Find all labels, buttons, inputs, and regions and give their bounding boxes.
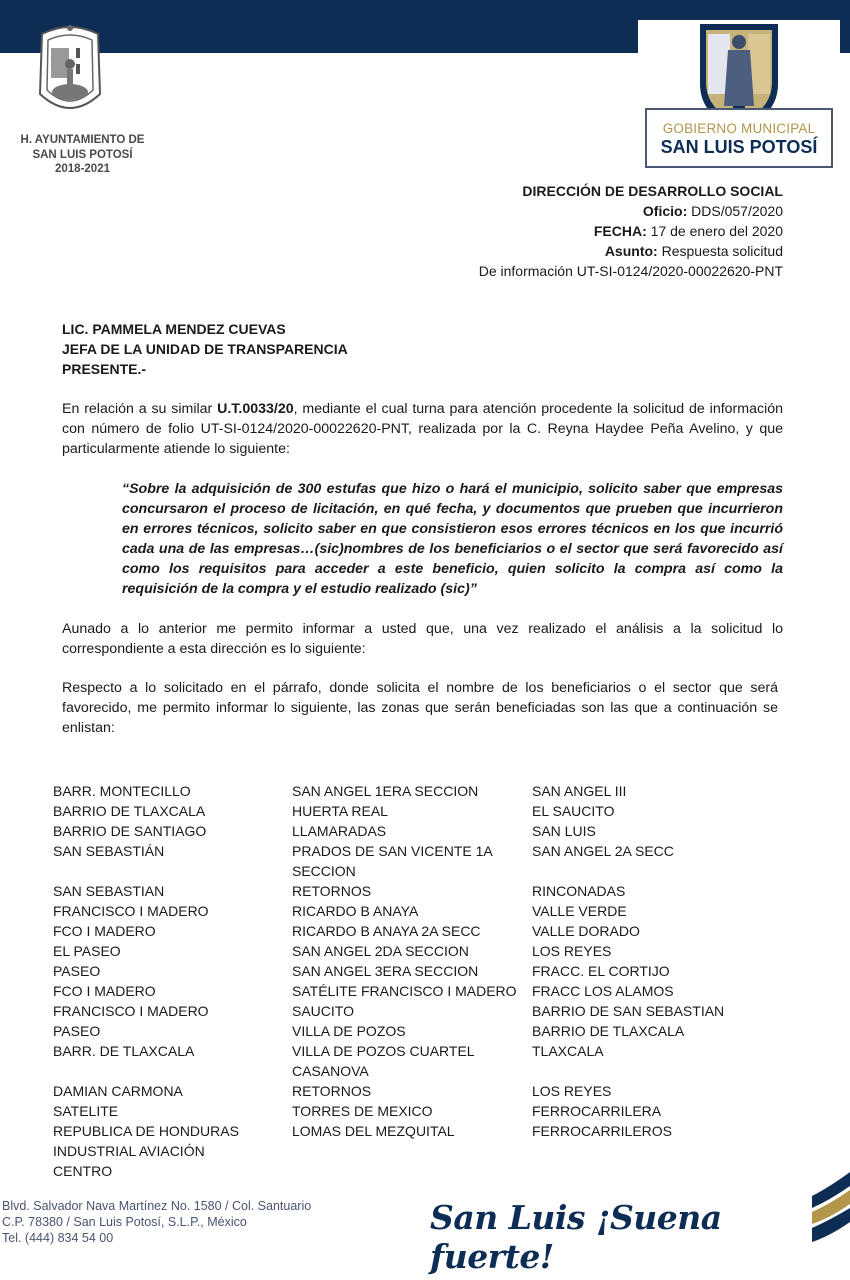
p1-start: En relación a su similar bbox=[62, 401, 218, 417]
fecha-label: FECHA: bbox=[593, 223, 647, 239]
zone-item: FERROCARRILEROS bbox=[532, 1123, 673, 1139]
zone-item: FRACC. EL CORTIJO bbox=[532, 963, 670, 979]
san-luis-potosi-text: SAN LUIS POTOSÍ bbox=[660, 137, 818, 157]
zone-item: FCO I MADERO bbox=[53, 983, 156, 999]
request-quote: “Sobre la adquisición de 300 estufas que hizo o hará el municipio, solicito saber que empresas concursaron el proceso de licitación, en qué fecha, y documentos que prueben que incurrieron en errores técnicos, solicito saber en que consistieron esos errores técnicos en los que incurrió cada una de las empresas…(sic)nombres de los beneficiarios o el sector que será favorecido así como los requisitos para acceder a este beneficio, quien solicito la compra así como la requisición de la compra y el estudio realizado (sic)” bbox=[122, 481, 783, 597]
zones-column-2 bbox=[292, 781, 517, 1141]
footer-address bbox=[2, 1198, 311, 1246]
zone-item: CENTRO bbox=[53, 1163, 113, 1179]
department-name: DIRECCIÓN DE DESARROLLO SOCIAL bbox=[522, 183, 783, 199]
zone-item: VILLA DE POZOS CUARTEL bbox=[292, 1043, 475, 1059]
asunto-line-2: De información UT-SI-0124/2020-00022620-PNT bbox=[478, 263, 783, 279]
paragraph-1 bbox=[62, 399, 783, 459]
zone-item: FRACC LOS ALAMOS bbox=[532, 983, 674, 999]
gobierno-municipal-text: GOBIERNO MUNICIPAL bbox=[662, 121, 816, 136]
zone-item: BARRIO DE SAN SEBASTIAN bbox=[532, 1003, 725, 1019]
zone-gap bbox=[53, 861, 239, 881]
zone-item: PASEO bbox=[53, 1023, 101, 1039]
zone-gap bbox=[532, 1061, 724, 1081]
zone-item: SAN ANGEL III bbox=[532, 783, 627, 799]
zone-item: HUERTA REAL bbox=[292, 803, 388, 819]
ayuntamiento-label bbox=[0, 133, 165, 177]
zone-item: RICARDO B ANAYA 2A SECC bbox=[292, 923, 481, 939]
zone-item: LOMAS DEL MEZQUITAL bbox=[292, 1123, 455, 1139]
zone-item: TORRES DE MEXICO bbox=[292, 1103, 433, 1119]
zone-item: SAN ANGEL 2A SECC bbox=[532, 843, 674, 859]
zone-item: DAMIAN CARMONA bbox=[53, 1083, 183, 1099]
zone-item: SAN ANGEL 1ERA SECCION bbox=[292, 783, 479, 799]
addressee-block bbox=[62, 319, 348, 379]
addressee-name: LIC. PAMMELA MENDEZ CUEVAS bbox=[62, 321, 286, 337]
zone-item: SATÉLITE FRANCISCO I MADERO bbox=[292, 983, 517, 999]
zone-item: EL SAUCITO bbox=[532, 803, 615, 819]
municipal-coat-of-arms-icon bbox=[36, 24, 104, 118]
zone-item: BARR. MONTECILLO bbox=[53, 783, 191, 799]
addressee-title: JEFA DE LA UNIDAD DE TRANSPARENCIA bbox=[62, 341, 348, 357]
zone-item: SAUCITO bbox=[292, 1003, 354, 1019]
zone-item: BARR. DE TLAXCALA bbox=[53, 1043, 195, 1059]
asunto-label: Asunto: bbox=[604, 243, 658, 259]
footer-address-line-1: Blvd. Salvador Nava Martínez No. 1580 / Col. Santuario bbox=[2, 1199, 312, 1213]
zone-item: FRANCISCO I MADERO bbox=[53, 1003, 209, 1019]
zone-item: FRANCISCO I MADERO bbox=[53, 903, 209, 919]
zone-item: PASEO bbox=[53, 963, 101, 979]
p1-rest: , mediante el cual turna para atención procedente la solicitud de información con número de folio UT-SI-0124/2020-00022620-PNT, realizada por la C. Reyna Haydee Peña Avelino, y que particularmente atiende lo siguiente: bbox=[62, 401, 783, 457]
zone-item: LOS REYES bbox=[532, 1083, 612, 1099]
gobierno-municipal-logo bbox=[645, 108, 833, 168]
zone-item: RINCONADAS bbox=[532, 883, 626, 899]
footer-address-line-2: C.P. 78380 / San Luis Potosí, S.L.P., México bbox=[2, 1215, 247, 1229]
footer-phone: Tel. (444) 834 54 00 bbox=[2, 1231, 114, 1245]
zone-item: FCO I MADERO bbox=[53, 923, 156, 939]
zone-item: SAN LUIS bbox=[532, 823, 596, 839]
zone-item: BARRIO DE TLAXCALA bbox=[53, 803, 206, 819]
zone-item: SAN ANGEL 2DA SECCION bbox=[292, 943, 469, 959]
asunto-value: Respuesta solicitud bbox=[661, 243, 783, 259]
zone-item: FERROCARRILERA bbox=[532, 1103, 662, 1119]
zone-item: CASANOVA bbox=[292, 1063, 369, 1079]
zone-gap bbox=[532, 861, 724, 881]
zone-item: RICARDO B ANAYA bbox=[292, 903, 419, 919]
ayuntamiento-line-2: SAN LUIS POTOSÍ bbox=[32, 148, 133, 161]
zone-item: VALLE VERDE bbox=[532, 903, 627, 919]
greeting: PRESENTE.- bbox=[62, 361, 147, 377]
zone-item: BARRIO DE SANTIAGO bbox=[53, 823, 207, 839]
ayuntamiento-line-1: H. AYUNTAMIENTO DE bbox=[20, 134, 145, 146]
zone-gap bbox=[53, 1061, 239, 1081]
ayuntamiento-period: 2018-2021 bbox=[55, 163, 110, 175]
slogan: San Luis ¡Suena fuerte! bbox=[430, 1198, 722, 1276]
p1-reference: U.T.0033/20 bbox=[217, 401, 294, 417]
zone-item: LOS REYES bbox=[532, 943, 612, 959]
zone-item: TLAXCALA bbox=[532, 1043, 604, 1059]
paragraph-2: Aunado a lo anterior me permito informar a usted que, una vez realizado el análisis a la solicitud lo correspondiente a esta dirección es lo siguiente: bbox=[62, 621, 783, 657]
oficio-value: DDS/057/2020 bbox=[691, 203, 783, 219]
zone-item: VILLA DE POZOS bbox=[292, 1023, 406, 1039]
zone-item: SAN ANGEL 3ERA SECCION bbox=[292, 963, 479, 979]
zones-column-1 bbox=[53, 781, 239, 1181]
oficio-label: Oficio: bbox=[642, 203, 688, 219]
zone-item: INDUSTRIAL AVIACIÓN bbox=[53, 1143, 205, 1159]
zone-item: PRADOS DE SAN VICENTE 1A bbox=[292, 843, 493, 859]
zone-item: REPUBLICA DE HONDURAS bbox=[53, 1123, 239, 1139]
zone-item: RETORNOS bbox=[292, 1083, 372, 1099]
zones-column-3 bbox=[532, 781, 724, 1141]
zone-item: SECCION bbox=[292, 863, 356, 879]
waving-flag-icon bbox=[808, 1168, 850, 1246]
reference-block bbox=[479, 181, 783, 281]
fecha-value: 17 de enero del 2020 bbox=[650, 223, 783, 239]
zone-item: EL PASEO bbox=[53, 943, 121, 959]
paragraph-3: Respecto a lo solicitado en el párrafo, donde solicita el nombre de los beneficiarios o el sector que será favorecido, me permito informar lo siguiente, las zonas que serán beneficiadas son las que a continuación se enlistan: bbox=[62, 680, 778, 736]
zone-item: SATELITE bbox=[53, 1103, 119, 1119]
zone-item: SAN SEBASTIAN bbox=[53, 883, 165, 899]
zone-item: SAN SEBASTIÁN bbox=[53, 843, 165, 859]
zone-item: RETORNOS bbox=[292, 883, 372, 899]
zone-item: BARRIO DE TLAXCALA bbox=[532, 1023, 685, 1039]
zone-item: LLAMARADAS bbox=[292, 823, 387, 839]
zone-item: VALLE DORADO bbox=[532, 923, 640, 939]
